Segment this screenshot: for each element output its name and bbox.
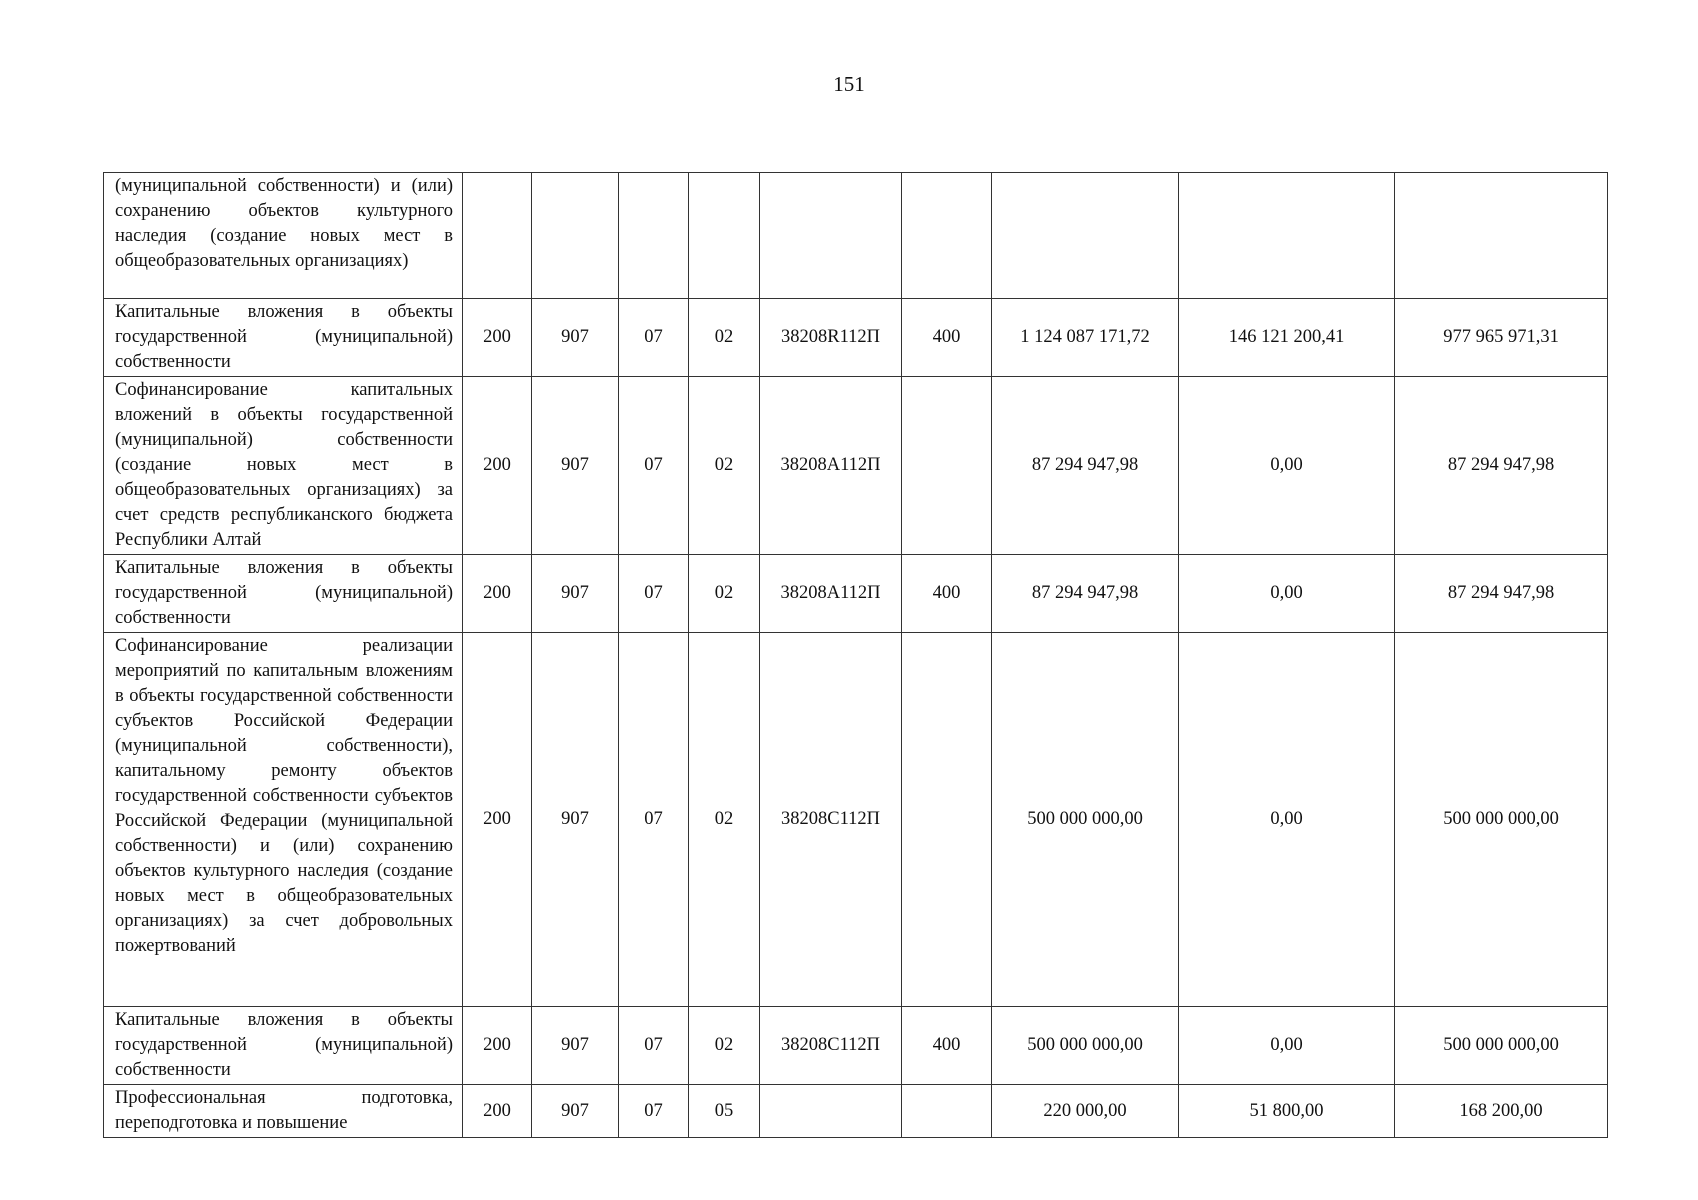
cell-regional: 500 000 000,00: [1395, 633, 1608, 1007]
cell-subsection: 02: [689, 377, 760, 555]
cell-federal: 0,00: [1179, 633, 1395, 1007]
cell-admin: 200: [463, 1085, 532, 1138]
row-description: Софинансирование капитальных вложений в объекты государственной (муниципальной) собственности (создание новых мест в общеобразовательных организациях) за счет средств республиканского бюджета Республики Алтай: [104, 377, 463, 555]
cell-expense-type: 400: [902, 1007, 992, 1085]
cell-regional: 168 200,00: [1395, 1085, 1608, 1138]
cell-section: 07: [619, 1007, 689, 1085]
cell-admin: 200: [463, 299, 532, 377]
page-number: 151: [833, 72, 865, 96]
cell-federal: 0,00: [1179, 555, 1395, 633]
table-row: [104, 299, 1608, 377]
cell-ministry: 907: [532, 555, 619, 633]
cell-regional: 87 294 947,98: [1395, 377, 1608, 555]
cell-total: 220 000,00: [992, 1085, 1179, 1138]
table-row: [104, 1085, 1608, 1138]
cell-section: [619, 173, 689, 299]
table-row: [104, 377, 1608, 555]
cell-ministry: 907: [532, 1007, 619, 1085]
cell-expense-type: [902, 173, 992, 299]
cell-total: 87 294 947,98: [992, 377, 1179, 555]
cell-ministry: 907: [532, 1085, 619, 1138]
cell-admin: 200: [463, 633, 532, 1007]
cell-total: 500 000 000,00: [992, 1007, 1179, 1085]
cell-subsection: 05: [689, 1085, 760, 1138]
cell-expense-type: 400: [902, 299, 992, 377]
cell-regional: [1395, 173, 1608, 299]
cell-subsection: 02: [689, 299, 760, 377]
cell-regional: 87 294 947,98: [1395, 555, 1608, 633]
cell-total: 87 294 947,98: [992, 555, 1179, 633]
cell-federal: 51 800,00: [1179, 1085, 1395, 1138]
cell-total: 500 000 000,00: [992, 633, 1179, 1007]
row-description: Капитальные вложения в объекты государственной (муниципальной) собственности: [104, 1007, 463, 1085]
cell-regional: 500 000 000,00: [1395, 1007, 1608, 1085]
cell-ministry: 907: [532, 299, 619, 377]
cell-total: 1 124 087 171,72: [992, 299, 1179, 377]
cell-target-article: 38208А112П: [760, 377, 902, 555]
cell-target-article: [760, 1085, 902, 1138]
cell-target-article: [760, 173, 902, 299]
table-row: [104, 1007, 1608, 1085]
cell-expense-type: [902, 1085, 992, 1138]
cell-subsection: 02: [689, 555, 760, 633]
cell-federal: [1179, 173, 1395, 299]
cell-target-article: 38208А112П: [760, 555, 902, 633]
cell-section: 07: [619, 299, 689, 377]
table-row: [104, 633, 1608, 1007]
cell-expense-type: [902, 633, 992, 1007]
row-description: Профессиональная подготовка, переподготовка и повышение: [104, 1085, 463, 1138]
table-row: [104, 555, 1608, 633]
row-description: Софинансирование реализации мероприятий по капитальным вложениям в объекты государственной собственности субъектов Российской Федерации (муниципальной собственности), капитальному ремонту объектов государственной собственности субъектов Российской Федерации (муниципальной собственности) и (или) сохранению объектов культурного наследия (создание новых мест в общеобразовательных организациях) за счет добровольных пожертвований: [104, 633, 463, 1007]
cell-section: 07: [619, 377, 689, 555]
cell-target-article: 38208R112П: [760, 299, 902, 377]
cell-federal: 0,00: [1179, 1007, 1395, 1085]
cell-subsection: [689, 173, 760, 299]
cell-expense-type: 400: [902, 555, 992, 633]
cell-federal: 146 121 200,41: [1179, 299, 1395, 377]
cell-admin: 200: [463, 377, 532, 555]
budget-table: [103, 172, 1608, 1138]
cell-target-article: 38208С112П: [760, 1007, 902, 1085]
cell-regional: 977 965 971,31: [1395, 299, 1608, 377]
cell-ministry: [532, 173, 619, 299]
row-description: Капитальные вложения в объекты государственной (муниципальной) собственности: [104, 555, 463, 633]
cell-ministry: 907: [532, 377, 619, 555]
cell-total: [992, 173, 1179, 299]
cell-section: 07: [619, 633, 689, 1007]
row-description: Капитальные вложения в объекты государственной (муниципальной) собственности: [104, 299, 463, 377]
cell-subsection: 02: [689, 1007, 760, 1085]
cell-expense-type: [902, 377, 992, 555]
cell-subsection: 02: [689, 633, 760, 1007]
cell-section: 07: [619, 1085, 689, 1138]
cell-admin: 200: [463, 1007, 532, 1085]
cell-target-article: 38208С112П: [760, 633, 902, 1007]
cell-admin: 200: [463, 555, 532, 633]
cell-section: 07: [619, 555, 689, 633]
table-row: [104, 173, 1608, 299]
row-description: (муниципальной собственности) и (или) сохранению объектов культурного наследия (создание новых мест в общеобразовательных организациях): [104, 173, 463, 299]
cell-federal: 0,00: [1179, 377, 1395, 555]
cell-admin: [463, 173, 532, 299]
cell-ministry: 907: [532, 633, 619, 1007]
